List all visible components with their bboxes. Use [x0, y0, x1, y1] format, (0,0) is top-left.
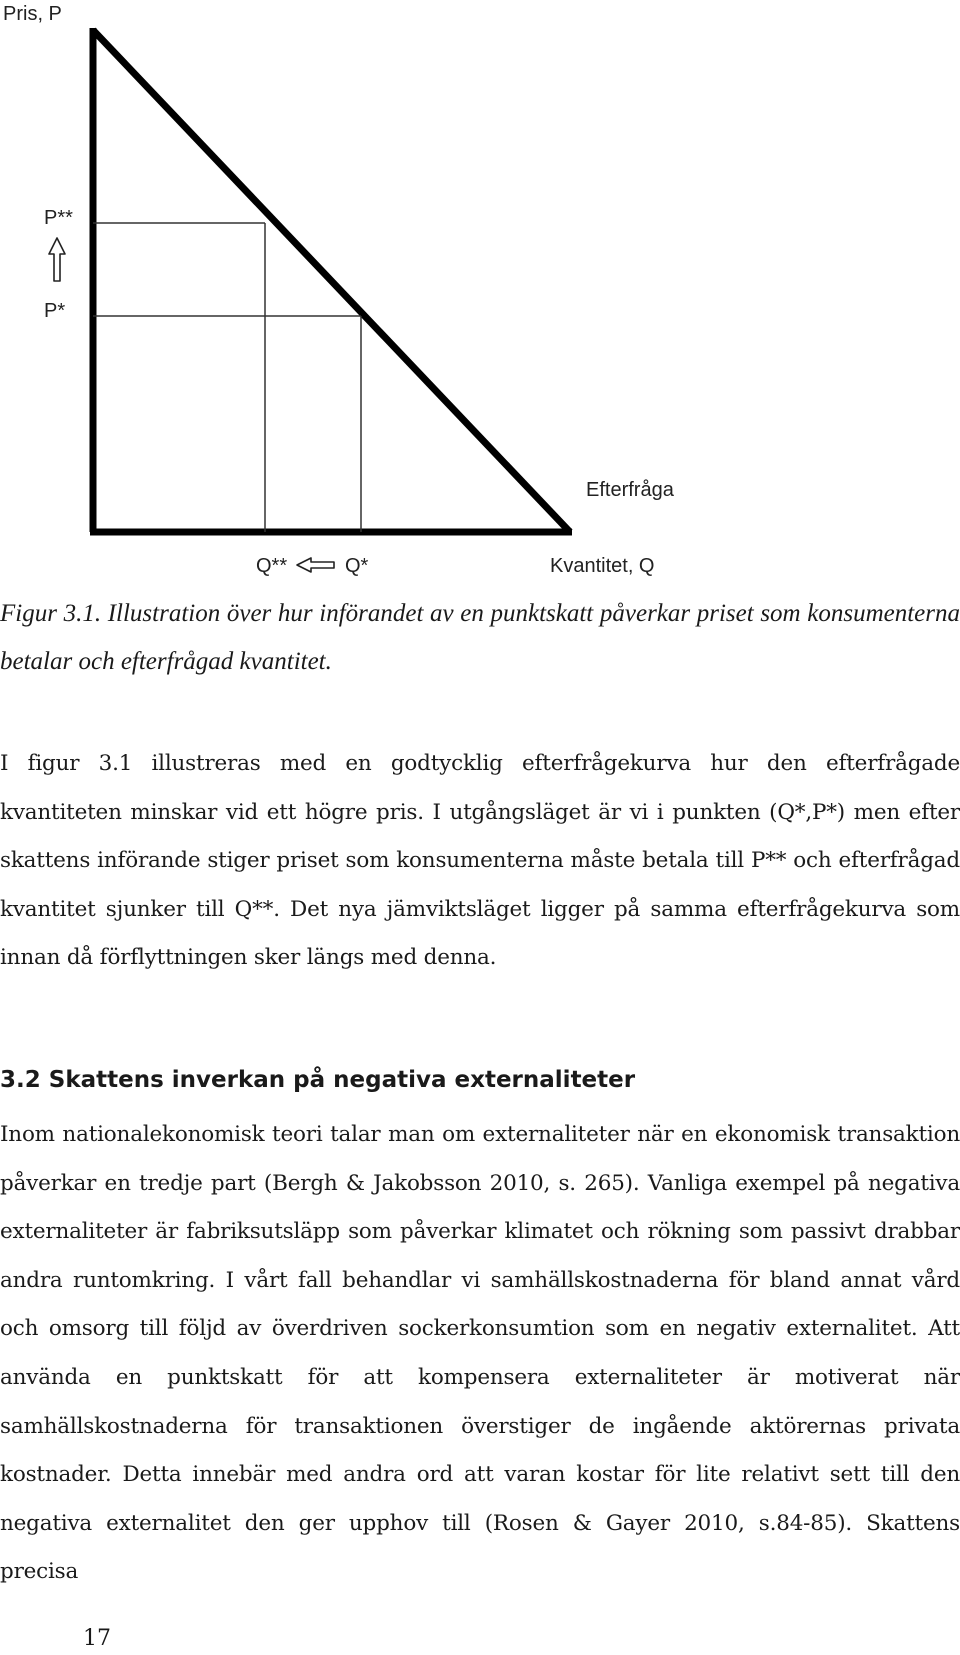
body-paragraph-1: I figur 3.1 illustreras med en godtycklig efterfrågekurva hur den efterfrågade kvantiteten minskar vid ett högre pris. I utgångsläget är vi i punkten (Q*,P*) men efter skattens införande stiger priset som konsumenterna måste betala till P** och efterfrågad kvantitet sjunker till Q**. Det nya jämviktsläget ligger på samma efterfrågekurva som innan då förflyttningen sker längs med denna. — [0, 751, 960, 971]
y-axis-label: Pris, P — [3, 3, 62, 25]
p-double-star-label: P** — [44, 207, 73, 229]
x-axis-label: Kvantitet, Q — [550, 555, 655, 577]
section-heading: 3.2 Skattens inverkan på negativa externaliteter — [0, 1067, 636, 1093]
page-number: 17 — [83, 1626, 111, 1651]
q-double-star-label: Q** — [256, 555, 288, 577]
p-star-label: P* — [44, 300, 66, 322]
demand-curve — [93, 30, 570, 532]
left-arrow-icon — [297, 558, 334, 572]
demand-chart — [0, 0, 960, 590]
figure-caption: Figur 3.1. Illustration över hur införandet av en punktskatt påverkar priset som konsumenterna betalar och efterfrågad kvantitet. — [0, 600, 960, 675]
q-star-label: Q* — [345, 555, 369, 577]
body-paragraph-2: Inom nationalekonomisk teori talar man om externaliteter när en ekonomisk transaktion påverkar en tredje part (Bergh & Jakobsson 2010, s. 265). Vanliga exempel på negativa externaliteter är fabriksutsläpp som påverkar klimatet och rökning som passivt drabbar andra runtomkring. I vårt fall behandlar vi samhällskostnaderna för bland annat vård och omsorg till följd av överdriven sockerkonsumtion som en negativ externalitet. Att använda en punktskatt för att kompensera externaliteter är motiverat när samhällskostnaderna för transaktionen överstiger de ingående aktörernas privata kostnader. Detta innebär med andra ord att varan kostar för lite relativt sett till den negativa externalitet den ger upphov till (Rosen & Gayer 2010, s.84-85). Skattens precisa — [0, 1122, 960, 1585]
up-arrow-icon — [49, 238, 65, 281]
demand-figure — [0, 0, 960, 590]
demand-label: Efterfråga — [586, 479, 674, 501]
